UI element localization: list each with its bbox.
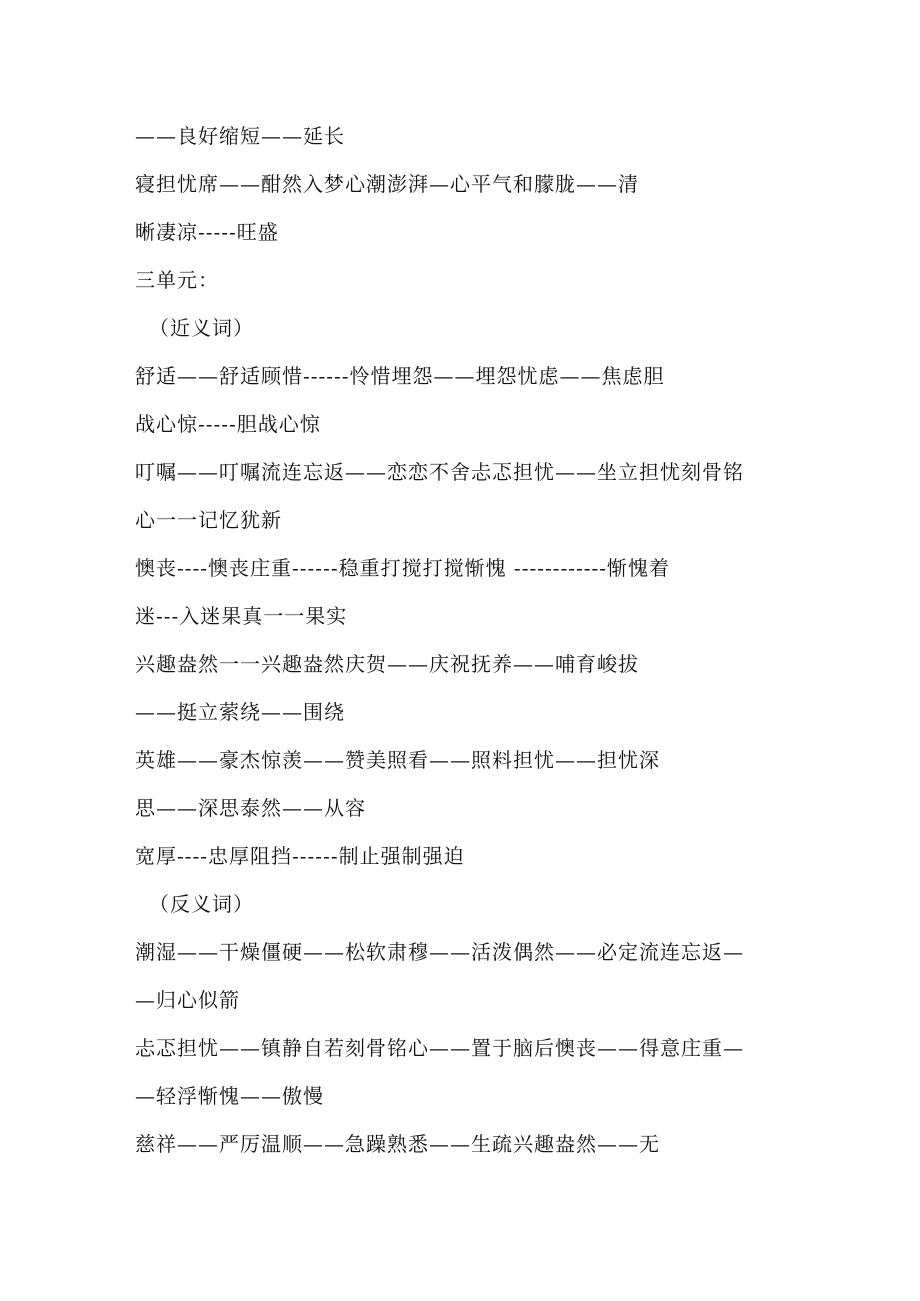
text-line: 懊丧----懊丧庄重------稳重打搅打搅惭愧 ------------惭愧着 bbox=[135, 556, 671, 580]
text-line: 兴趣盎然一一兴趣盎然庆贺——庆祝抚养——哺育峻拔 bbox=[135, 652, 639, 676]
text-line: 思——深思泰然——从容 bbox=[135, 796, 366, 820]
document-body bbox=[135, 112, 775, 1168]
text-line: —归心似箭 bbox=[135, 988, 240, 1012]
text-line: 寝担忧席——酣然入梦心潮澎湃—心平气和朦胧——清 bbox=[135, 172, 639, 196]
text-line: 潮湿——干燥僵硬——松软肃穆——活泼偶然——必定流连忘返— bbox=[135, 940, 744, 964]
text-line: 晰凄凉-----旺盛 bbox=[135, 220, 279, 244]
text-line: 舒适——舒适顾惜------怜惜埋怨——埋怨忧虑——焦虑胆 bbox=[135, 364, 665, 388]
text-line: ——良好缩短——延长 bbox=[135, 124, 345, 148]
subsection-heading-synonyms: （近义词） bbox=[149, 316, 254, 340]
text-line: 战心惊-----胆战心惊 bbox=[135, 412, 321, 436]
text-line: —轻浮惭愧——傲慢 bbox=[135, 1084, 324, 1108]
text-line: 忐忑担忧——镇静自若刻骨铭心——置于脑后懊丧——得意庄重— bbox=[135, 1036, 744, 1060]
text-line: 英雄——豪杰惊羡——赞美照看——照料担忧——担忧深 bbox=[135, 748, 660, 772]
text-line: 慈祥——严厉温顺——急躁熟悉——生疏兴趣盎然——无 bbox=[135, 1132, 660, 1156]
subsection-heading-antonyms: （反义词） bbox=[149, 892, 254, 916]
text-line: 叮嘱——叮嘱流连忘返——恋恋不舍忐忑担忧——坐立担忧刻骨铭 bbox=[135, 460, 744, 484]
text-line: 迷---入迷果真一一果实 bbox=[135, 604, 348, 628]
text-line: ——挺立萦绕——围绕 bbox=[135, 700, 345, 724]
text-line: 宽厚----忠厚阻挡------制止强制强迫 bbox=[135, 844, 465, 868]
text-line: 心一一记忆犹新 bbox=[135, 508, 282, 532]
section-heading: 三单元： bbox=[135, 268, 219, 292]
